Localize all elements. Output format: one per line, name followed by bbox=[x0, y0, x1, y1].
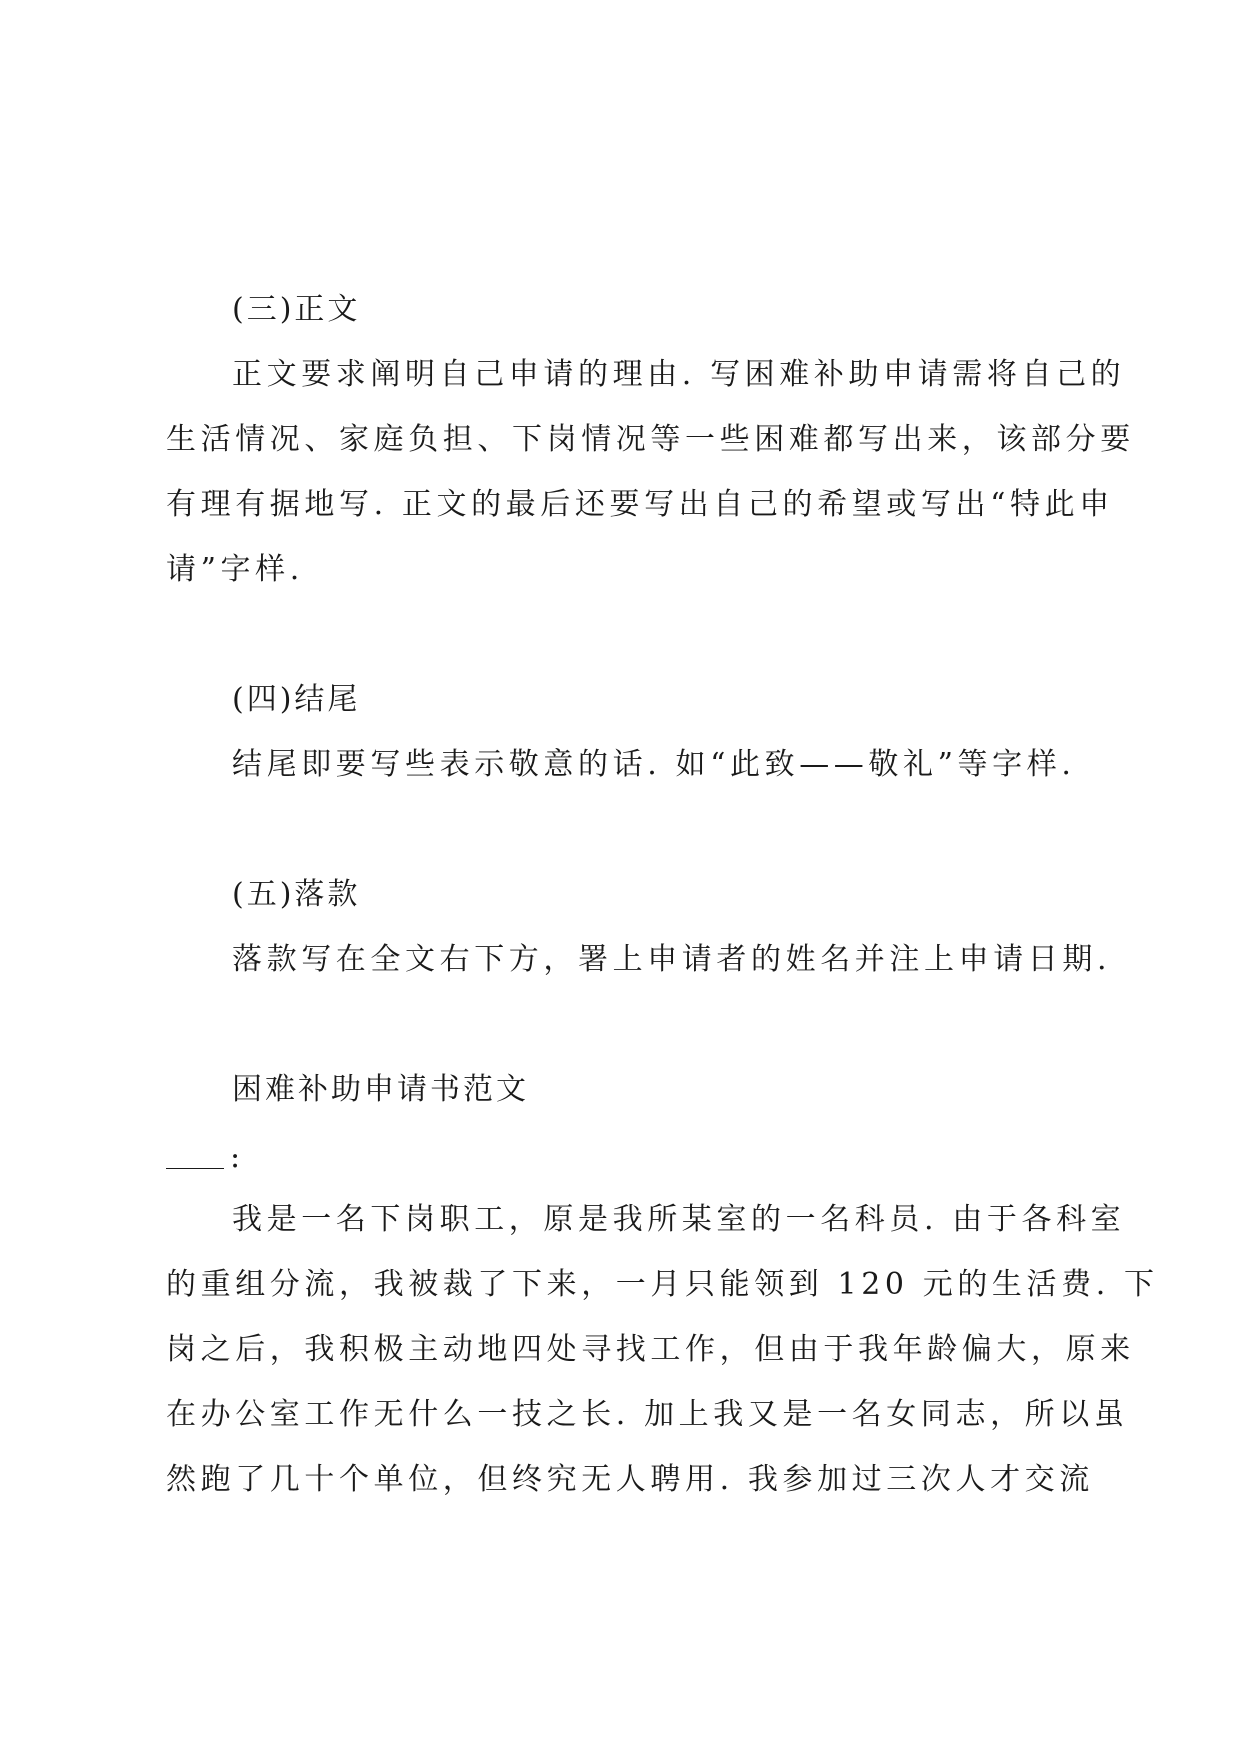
section-heading-main-text: (三)正文 bbox=[232, 292, 361, 327]
section-heading-signature: (五)落款 bbox=[232, 877, 361, 912]
paragraph-line: 正文要求阐明自己申请的理由. 写困难补助申请需将自己的 bbox=[232, 357, 1126, 392]
paragraph-line: 的重组分流，我被裁了下来，一月只能领到 120 元的生活费. 下 bbox=[166, 1267, 1159, 1302]
paragraph-line: 岗之后，我积极主动地四处寻找工作，但由于我年龄偏大，原来 bbox=[166, 1332, 1135, 1367]
paragraph-line: 落款写在全文右下方，署上申请者的姓名并注上申请日期. bbox=[232, 942, 1112, 977]
paragraph-line: 请”字样. bbox=[166, 552, 304, 587]
paragraph-line: 生活情况、家庭负担、下岗情况等一些困难都写出来，该部分要 bbox=[166, 422, 1135, 457]
section-heading-closing: (四)结尾 bbox=[232, 682, 361, 717]
paragraph-line: 我是一名下岗职工，原是我所某室的一名科员. 由于各科室 bbox=[232, 1202, 1126, 1237]
salutation-colon: : bbox=[230, 1140, 241, 1175]
paragraph-line: 在办公室工作无什么一技之长. 加上我又是一名女同志，所以虽 bbox=[166, 1397, 1129, 1432]
paragraph-line: 然跑了几十个单位，但终究无人聘用. 我参加过三次人才交流 bbox=[166, 1462, 1094, 1497]
salutation-blank-rule bbox=[166, 1168, 224, 1169]
paragraph-line: 有理有据地写. 正文的最后还要写出自己的希望或写出“特此申 bbox=[166, 487, 1114, 522]
paragraph-line: 结尾即要写些表示敬意的话. 如“此致——敬礼”等字样. bbox=[232, 747, 1076, 782]
sample-title: 困难补助申请书范文 bbox=[232, 1072, 529, 1107]
salutation-blank bbox=[166, 1138, 241, 1178]
